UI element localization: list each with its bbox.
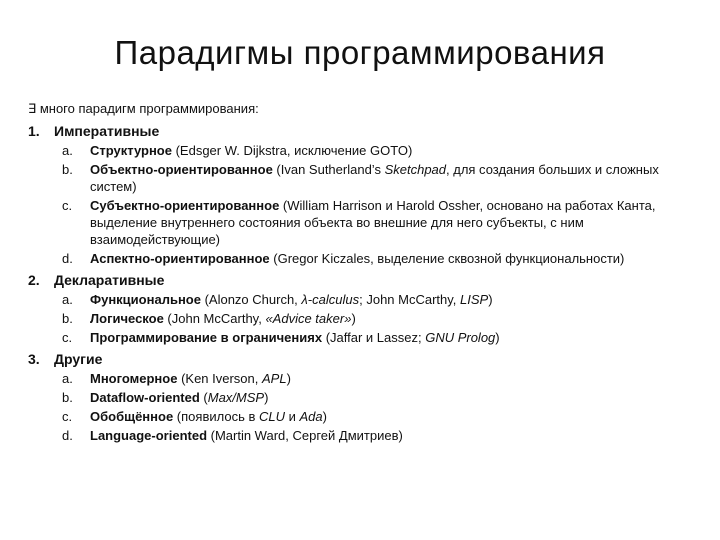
item-detail: (появилось в <box>173 409 259 424</box>
item-detail: , для создания больших и сложных систем) <box>90 162 659 194</box>
intro-text: ∃ много парадигм программирования: <box>28 101 259 116</box>
list-item <box>28 427 698 444</box>
item-term: Субъектно-ориентированное <box>90 198 280 213</box>
list-item <box>28 250 698 267</box>
item-detail: (Gregor Kiczales, выделение сквозной функциональности) <box>269 251 625 266</box>
item-detail: и <box>285 409 300 424</box>
item-list <box>28 370 698 444</box>
section-number: 1. <box>28 123 40 139</box>
item-text <box>90 142 698 159</box>
item-letter: b. <box>62 390 73 405</box>
list-item <box>28 142 698 159</box>
item-list <box>28 142 698 267</box>
item-text <box>90 389 698 406</box>
section-heading <box>28 122 698 141</box>
item-detail: ) <box>351 311 356 326</box>
item-letter: a. <box>62 292 73 307</box>
item-letter: a. <box>62 143 73 158</box>
slide-title: Парадигмы программирования <box>114 34 606 71</box>
item-term: Language-oriented <box>90 428 208 443</box>
item-term: Программирование в ограничениях <box>90 330 323 345</box>
list-item <box>28 291 698 308</box>
item-detail: ) <box>495 330 500 345</box>
section-title: Другие <box>54 351 103 367</box>
section-heading <box>28 350 698 369</box>
section-number: 3. <box>28 351 40 367</box>
slide-content <box>28 100 698 448</box>
item-letter: c. <box>62 409 73 424</box>
item-detail: ) <box>322 409 327 424</box>
item-text <box>90 408 698 425</box>
item-text <box>90 197 698 248</box>
item-letter: c. <box>62 198 73 213</box>
item-text <box>90 427 698 444</box>
item-term: Обобщённое <box>90 409 174 424</box>
item-detail: (Ivan Sutherland’s <box>272 162 385 177</box>
item-term: Структурное <box>90 143 172 158</box>
item-detail: ) <box>488 292 493 307</box>
section-imperative <box>28 122 698 267</box>
section-number: 2. <box>28 272 40 288</box>
item-letter: b. <box>62 311 73 326</box>
item-detail-italic: CLU <box>258 409 285 424</box>
section-declarative <box>28 271 698 346</box>
item-term: Dataflow-oriented <box>90 390 200 405</box>
item-term: Многомерное <box>90 371 178 386</box>
item-term: Аспектно-ориентированное <box>90 251 270 266</box>
item-letter: c. <box>62 330 73 345</box>
item-detail-italic: LISP <box>460 292 489 307</box>
item-detail-italic: GNU Prolog <box>425 330 496 345</box>
item-letter: d. <box>62 428 73 443</box>
item-text <box>90 291 698 308</box>
list-item <box>28 370 698 387</box>
item-text <box>90 161 698 195</box>
item-detail: (Jaffar и Lassez; <box>322 330 426 345</box>
item-detail: (William Harrison и Harold Ossher, основано на работах Канта, выделение внутреннего состояния объекта во внешние для него субъекты, с ним взаимодействующие) <box>90 198 656 247</box>
item-list <box>28 291 698 346</box>
item-detail-italic: Max/MSP <box>207 390 265 405</box>
item-detail-italic: λ-calculus <box>301 292 360 307</box>
section-title: Императивные <box>54 123 160 139</box>
item-letter: b. <box>62 162 73 177</box>
item-text <box>90 370 698 387</box>
item-text <box>90 310 698 327</box>
item-detail-italic: Ada <box>299 409 323 424</box>
item-text <box>90 329 698 346</box>
item-term: Объектно-ориентированное <box>90 162 273 177</box>
item-detail: ) <box>264 390 269 405</box>
section-title: Декларативные <box>54 272 165 288</box>
section-other <box>28 350 698 444</box>
item-term: Логическое <box>90 311 164 326</box>
list-item <box>28 408 698 425</box>
item-detail: (Edsger W. Dijkstra, исключение GOTO) <box>171 143 413 158</box>
list-item <box>28 329 698 346</box>
item-detail: ; John McCarthy, <box>359 292 461 307</box>
item-detail: (Martin Ward, Сергей Дмитриев) <box>207 428 403 443</box>
item-detail-italic: APL <box>262 371 287 386</box>
list-item <box>28 197 698 248</box>
item-letter: a. <box>62 371 73 386</box>
item-detail-italic: Sketchpad <box>384 162 447 177</box>
list-item <box>28 161 698 195</box>
list-item <box>28 389 698 406</box>
item-detail: ( <box>199 390 208 405</box>
item-detail: ) <box>286 371 291 386</box>
item-letter: d. <box>62 251 73 266</box>
item-text <box>90 250 698 267</box>
item-term: Функциональное <box>90 292 201 307</box>
section-heading <box>28 271 698 290</box>
list-item <box>28 310 698 327</box>
item-detail: (Alonzo Church, <box>200 292 302 307</box>
item-detail-italic: «Advice taker» <box>265 311 352 326</box>
item-detail: (Ken Iverson, <box>177 371 262 386</box>
item-detail: (John McCarthy, <box>163 311 266 326</box>
